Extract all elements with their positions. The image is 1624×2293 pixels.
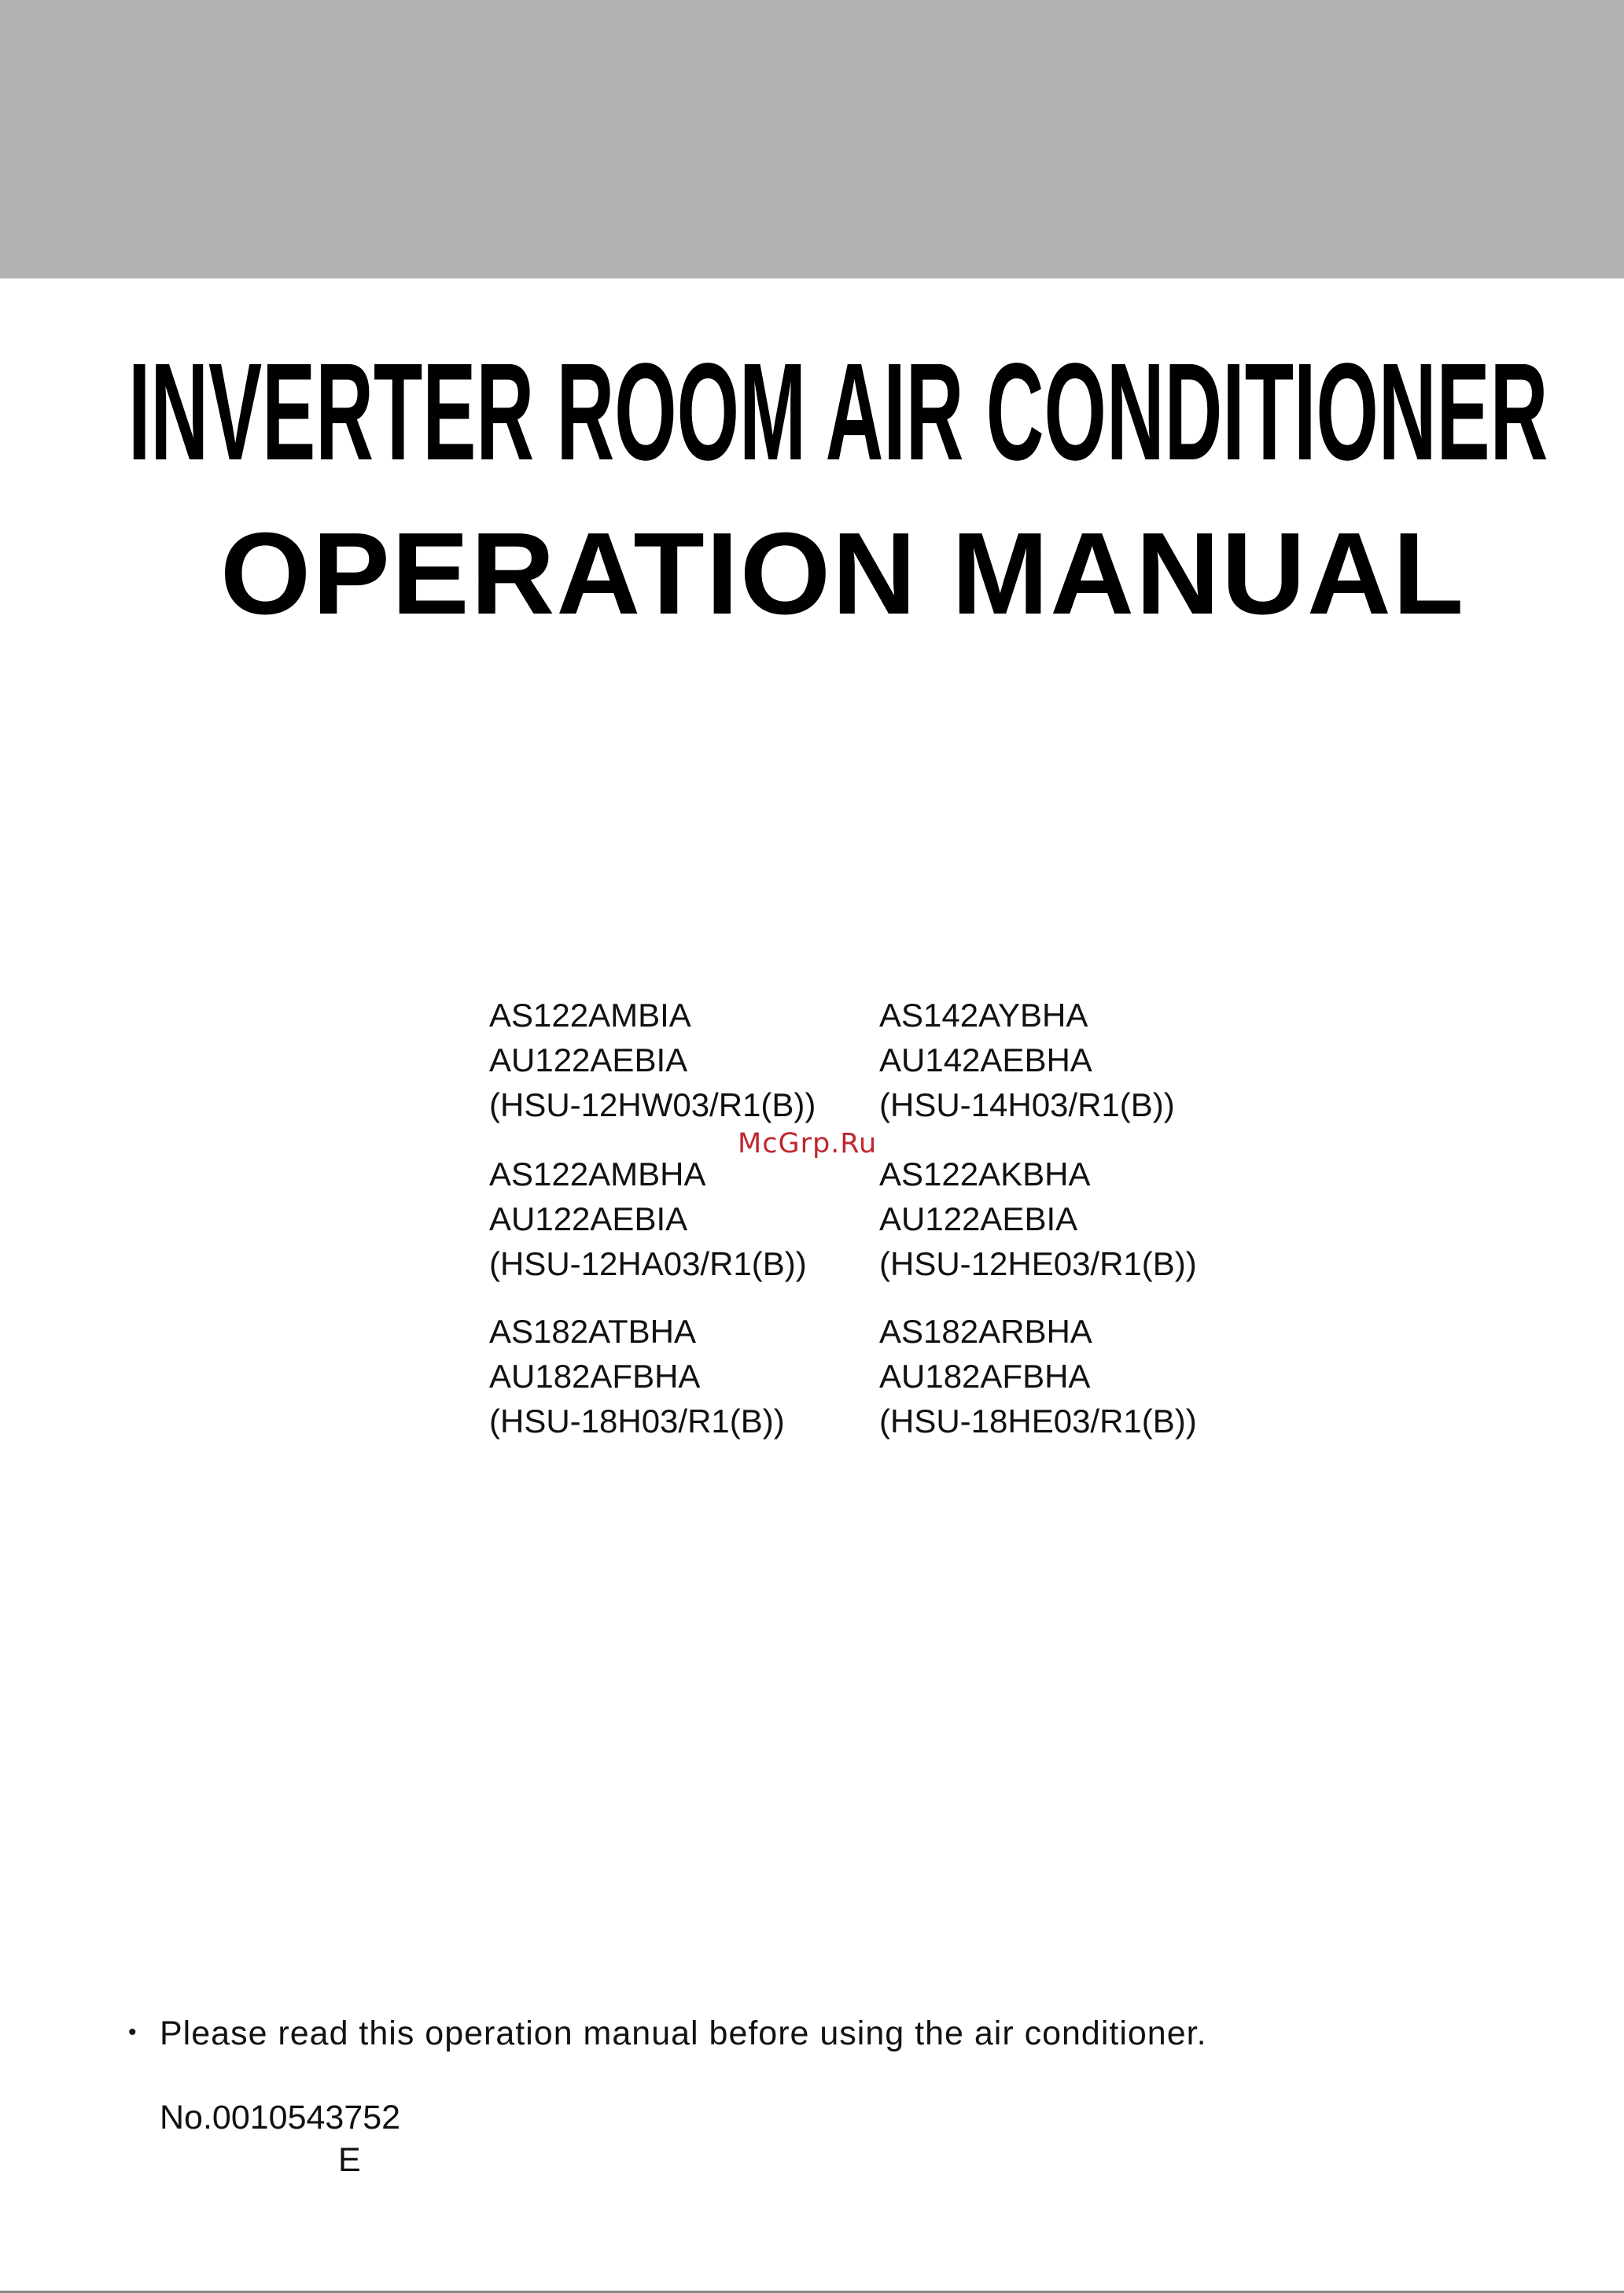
- notice-text: Please read this operation manual before using the air conditioner.: [160, 2015, 1207, 2052]
- outdoor-model: AU122AEBIA: [489, 1200, 688, 1237]
- bullet-icon: •: [128, 2019, 138, 2045]
- model-group: [879, 1309, 1288, 1443]
- document-subtitle: OPERATION MANUAL: [220, 509, 1466, 639]
- model-group: [879, 1152, 1288, 1286]
- outdoor-model: AU122AEBIA: [879, 1200, 1078, 1237]
- model-list: [489, 993, 1276, 1465]
- indoor-model: AS182ATBHA: [489, 1313, 697, 1350]
- model-code: (HSU-12HW03/R1(B)): [489, 1086, 816, 1123]
- model-code: (HSU-18H03/R1(B)): [489, 1403, 785, 1440]
- indoor-model: AS142AYBHA: [879, 997, 1088, 1034]
- model-code: (HSU-12HA03/R1(B)): [489, 1245, 807, 1282]
- top-gray-band: [0, 0, 1624, 278]
- model-group: [489, 1309, 898, 1443]
- model-code: (HSU-18HE03/R1(B)): [879, 1403, 1197, 1440]
- outdoor-model: AU142AEBHA: [879, 1041, 1092, 1078]
- indoor-model: AS182ARBHA: [879, 1313, 1092, 1350]
- outdoor-model: AU182AFBHA: [489, 1358, 701, 1395]
- read-manual-notice: [128, 2011, 1207, 2055]
- watermark-text: McGrp.Ru: [738, 1128, 878, 1159]
- model-code: (HSU-12HE03/R1(B)): [879, 1245, 1197, 1282]
- language-code: E: [338, 2141, 361, 2179]
- model-group: [489, 1152, 898, 1286]
- model-group: [489, 993, 898, 1127]
- model-code: (HSU-14H03/R1(B)): [879, 1086, 1175, 1123]
- document-number: No.0010543752: [160, 2099, 401, 2136]
- model-group: [879, 993, 1288, 1127]
- indoor-model: AS122AKBHA: [879, 1156, 1091, 1193]
- indoor-model: AS122AMBHA: [489, 1156, 706, 1193]
- document-title: INVERTER ROOM AIR CONDITIONER: [128, 335, 1549, 489]
- outdoor-model: AU182AFBHA: [879, 1358, 1091, 1395]
- outdoor-model: AU122AEBIA: [489, 1041, 688, 1078]
- indoor-model: AS122AMBIA: [489, 997, 691, 1034]
